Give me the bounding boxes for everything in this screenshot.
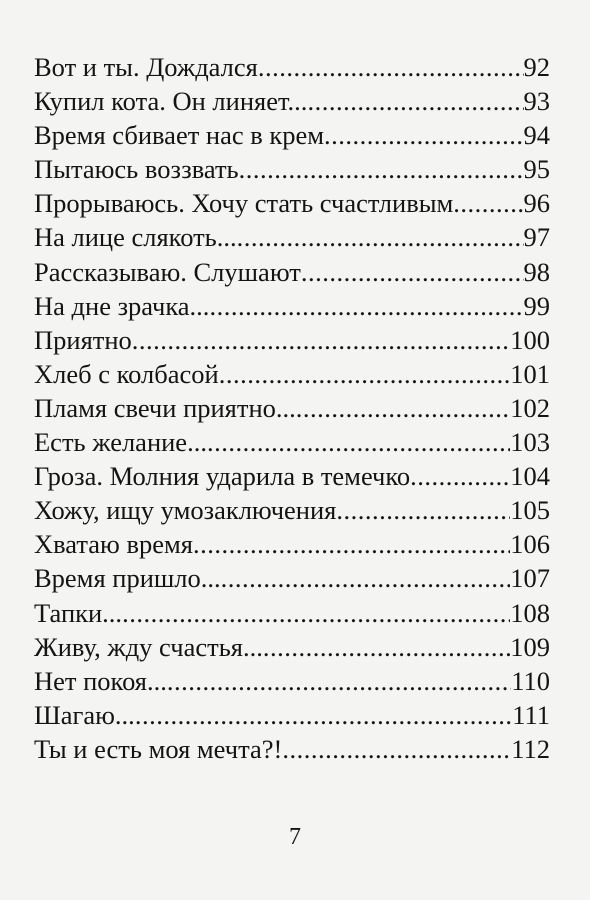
toc-entry-title: Шагаю...	[34, 699, 135, 730]
toc-entry-title: Хватаю время	[34, 529, 193, 560]
toc-entry-page: 101	[510, 358, 550, 389]
toc-entry-page: 99	[523, 290, 550, 321]
toc-entry-page: 104	[510, 461, 550, 492]
toc-entry-page: 97	[523, 222, 550, 253]
toc-entry-leader	[122, 596, 510, 630]
toc-entry	[34, 561, 550, 595]
toc-entry	[34, 220, 550, 254]
toc-entry-title: Нет покоя...	[34, 665, 167, 696]
toc-entry	[34, 732, 550, 766]
toc-entry	[34, 357, 550, 391]
toc-entry-leader	[296, 391, 510, 425]
toc-entry-page: 96	[523, 188, 550, 219]
toc-entry	[34, 630, 550, 664]
toc-entry-page: 94	[523, 120, 550, 151]
toc-entry-title: Гроза. Молния ударила в темечко	[34, 461, 411, 492]
toc-entry-page: 111	[512, 699, 550, 730]
toc-entry-page: 112	[511, 733, 550, 764]
toc-entry	[34, 323, 550, 357]
toc-entry-page: 100	[510, 324, 550, 355]
toc-entry-leader	[282, 732, 511, 766]
toc-entry-page: 109	[510, 631, 550, 662]
toc-entry-title: Время пришло...	[34, 563, 221, 594]
toc-entry	[34, 425, 550, 459]
table-of-contents	[34, 50, 550, 766]
toc-entry	[34, 152, 550, 186]
toc-entry	[34, 118, 550, 152]
toc-entry-page: 95	[523, 154, 550, 185]
toc-entry-leader	[193, 527, 510, 561]
toc-entry-title: Рассказываю. Слушают	[34, 256, 301, 287]
toc-entry-title: Пытаюсь воззвать	[34, 154, 239, 185]
toc-entry-leader	[221, 561, 511, 595]
toc-entry-page: 110	[511, 665, 550, 696]
toc-entry-page: 106	[510, 529, 550, 560]
toc-entry-leader	[263, 630, 510, 664]
toc-entry-title: На лице слякоть...	[34, 222, 237, 253]
toc-entry-page: 107	[510, 563, 550, 594]
toc-entry	[34, 664, 550, 698]
toc-entry	[34, 596, 550, 630]
toc-entry	[34, 391, 550, 425]
toc-entry-title: Прорываюсь. Хочу стать счастливым	[34, 188, 454, 219]
toc-entry-title: Время сбивает нас в крем	[34, 120, 325, 151]
toc-entry-leader	[239, 152, 524, 186]
toc-entry-title: Ты и есть моя мечта?!	[34, 733, 283, 764]
toc-entry-leader	[135, 698, 512, 732]
page-number: 7	[289, 824, 301, 850]
toc-entry-leader	[237, 220, 524, 254]
toc-entry-leader	[132, 323, 510, 357]
toc-entry-page: 108	[510, 597, 550, 628]
toc-entry-page: 102	[510, 392, 550, 423]
toc-entry	[34, 84, 550, 118]
toc-entry-title: Вот и ты. Дождался	[34, 52, 258, 82]
toc-entry	[34, 698, 550, 732]
toc-entry-leader	[307, 84, 523, 118]
toc-entry-title: Пламя свечи приятно...	[34, 392, 296, 423]
toc-entry-leader	[453, 186, 523, 220]
toc-entry-leader	[209, 289, 523, 323]
toc-entry-page: 93	[523, 86, 550, 117]
toc-entry	[34, 289, 550, 323]
toc-entry	[34, 186, 550, 220]
toc-entry-title: Купил кота. Он линяет...	[34, 86, 308, 117]
toc-entry-page: 98	[523, 256, 550, 287]
toc-entry-title: Тапки...	[34, 597, 123, 628]
toc-entry-title: На дне зрачка...	[34, 290, 210, 321]
toc-entry-leader	[258, 50, 524, 84]
toc-entry-leader	[336, 493, 510, 527]
toc-entry-page: 92	[523, 52, 550, 82]
toc-entry	[34, 255, 550, 289]
toc-entry-title: Хлеб с колбасой	[34, 358, 219, 389]
toc-entry-title: Хожу, ищу умозаключения	[34, 495, 337, 526]
toc-entry	[34, 493, 550, 527]
toc-entry-page: 105	[510, 495, 550, 526]
toc-entry-leader	[219, 357, 511, 391]
toc-entry-title: Приятно	[34, 324, 132, 355]
toc-entry-leader	[324, 118, 523, 152]
toc-entry-page: 103	[510, 427, 550, 458]
toc-entry-leader	[167, 664, 511, 698]
toc-entry	[34, 459, 550, 493]
toc-entry-leader	[301, 255, 524, 289]
toc-entry-leader	[410, 459, 510, 493]
toc-entry-title: Есть желание...	[34, 427, 207, 458]
toc-entry	[34, 527, 550, 561]
toc-entry-title: Живу, жду счастья...	[34, 631, 263, 662]
toc-entry	[34, 50, 550, 84]
toc-entry-leader	[207, 425, 510, 459]
